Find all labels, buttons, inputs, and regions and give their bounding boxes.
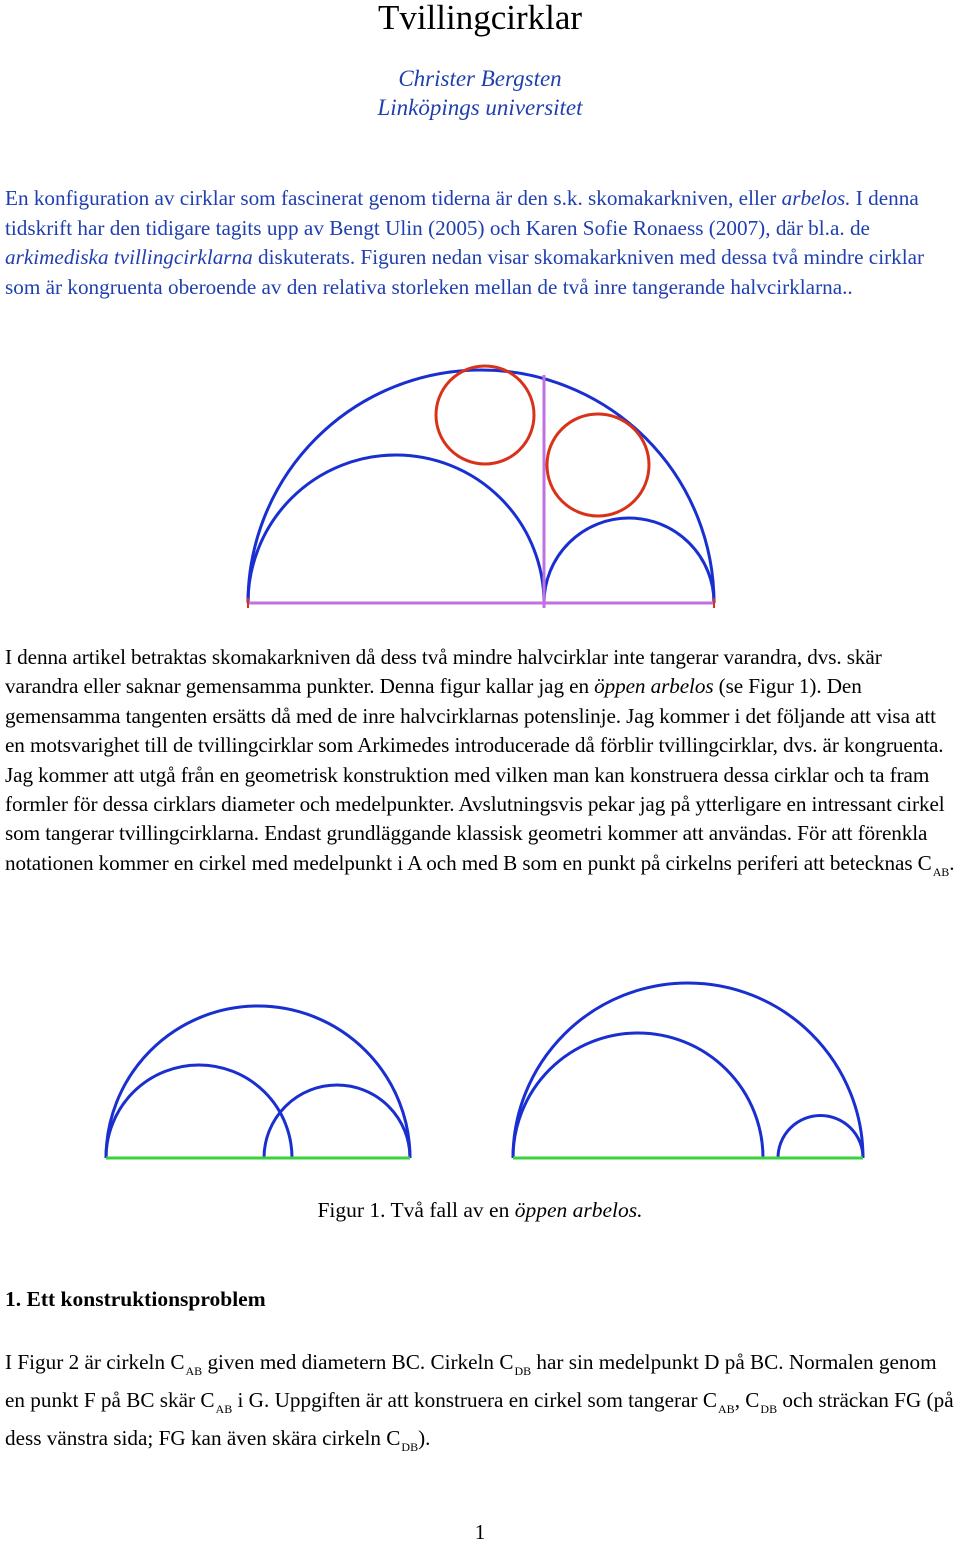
author-affiliation: Linköpings universitet (377, 95, 583, 120)
notation-c: C (170, 1350, 185, 1374)
author-name: Christer Bergsten (398, 66, 562, 91)
body-text-2: (se Figur 1). Den gemensamma tangenten ersätts då med de inre halvcirklarnas potenslinje. Jag kommer i det följande att visa att en motsvarighet till de tvillingcirklar som Arkimedes introducerade då förblir tvillingcirklar, dvs. är kongruenta. Jag kommer att utgå från en geometrisk konstruktion med vilken man kan konstruera dessa cirklar och ta fram formler för dessa cirklars diameter och medelpunkter. Avslutningsvis pekar jag på ytterligare en intressant cirkel som tangerar tvillingcirklarna. Endast grundläggande klassisk geometri kommer att användas. För att förenkla notationen kommer en cirkel med medelpunkt i A och med B som en punkt på cirkelns periferi att betecknas (5, 674, 945, 875)
arbelos-twin-circles-figure (0, 350, 960, 620)
left-twin-circle (436, 366, 534, 464)
body-text-1: I denna artikel betraktas skomakarkniven då dess två mindre halvcirklar inte tangerar varandra, dvs. skär varandra eller saknar gemensamma punkter. Denna figur kallar jag en (5, 645, 882, 699)
notation-c: C (702, 1388, 718, 1412)
right-twin-circle (547, 414, 649, 516)
section-text-4: i G. Uppgiften är att konstruera en cirkel som tangerar (232, 1388, 703, 1412)
right-inner-semicircle (544, 518, 714, 603)
notation-c: C (745, 1388, 760, 1412)
left-inner-semicircle (248, 455, 544, 603)
notation-c: C (499, 1350, 514, 1374)
right-inner-small-semicircle (778, 1116, 863, 1159)
intro-text-3: diskuterats. Figuren nedan visar skomakarkniven med dessa två mindre cirklar som är kongruenta oberoende av den relativa storleken mellan de två inre tangerande halvcirklarna.. (5, 245, 925, 299)
section-text-1: I Figur 2 är cirkeln (5, 1350, 171, 1374)
section-text-3: har sin medelpunkt D på BC. Normalen genom en punkt F på BC skär (5, 1350, 937, 1412)
section-paragraph (5, 1345, 960, 1459)
right-outer-semicircle (513, 983, 863, 1158)
figure-caption-text: Figur 1. Två fall av en (317, 1198, 515, 1222)
section-text-2: given med diametern BC. Cirkeln (202, 1350, 500, 1374)
body-notation-c: C (917, 850, 932, 875)
section-text-7: ). (418, 1426, 431, 1450)
left-outer-semicircle (106, 1006, 410, 1158)
page-number: 1 (474, 1520, 486, 1544)
intro-italic-arbelos: arbelos. (781, 186, 851, 210)
body-italic-open-arbelos: öppen arbelos (594, 674, 714, 699)
notation-sub-ab: AB (215, 1402, 233, 1416)
intro-text-2: I denna tidskrift har den tidigare tagits upp av Bengt Ulin (2005) och Karen Sofie Ronaess (2007), där bl.a. de (5, 186, 919, 240)
notation-sub-ab: AB (718, 1402, 735, 1416)
notation-sub-db: DB (514, 1364, 532, 1378)
notation-c: C (386, 1426, 401, 1450)
intro-text-1: En konfiguration av cirklar som fascinerat genom tiderna är den s.k. skomakarkniven, eller (5, 186, 777, 210)
notation-sub-db: DB (401, 1440, 419, 1454)
intro-paragraph (5, 184, 960, 302)
body-notation-sub-ab: AB (932, 864, 950, 879)
section-heading: 1. Ett konstruktionsproblem (5, 1287, 266, 1311)
notation-sub-db: DB (760, 1402, 778, 1416)
figure-caption-italic: öppen arbelos. (514, 1198, 643, 1222)
notation-sub-ab: AB (185, 1364, 203, 1378)
page-title: Tvillingcirklar (377, 0, 583, 37)
section-text-6: och sträckan FG (på dess vänstra sida; FG kan även skära cirkeln (5, 1388, 954, 1450)
section-text-5: , (734, 1388, 746, 1412)
body-paragraph (5, 643, 960, 881)
intro-italic-twins: arkimediska tvillingcirklarna (5, 245, 253, 269)
open-arbelos-figure (0, 980, 960, 1180)
figure-caption (0, 1196, 960, 1224)
body-text-3: . (949, 850, 955, 875)
notation-c: C (200, 1388, 215, 1412)
